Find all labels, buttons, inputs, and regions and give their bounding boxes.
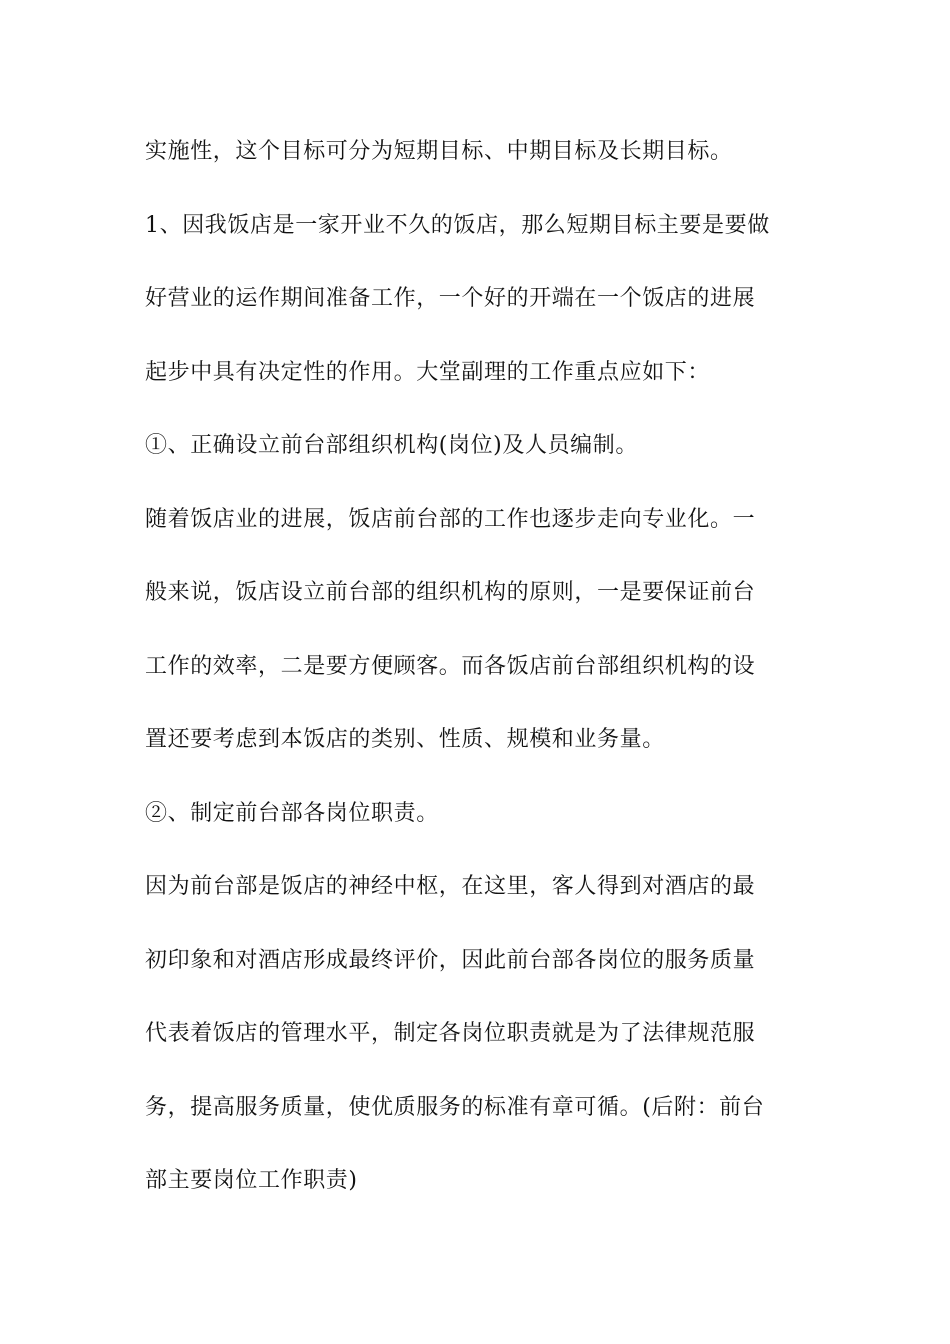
text-line-9: 置还要考虑到本饭店的类别、性质、规模和业务量。 [145, 727, 665, 752]
text-line-6: 随着饭店业的进展，饭店前台部的工作也逐步走向专业化。一 [145, 506, 756, 532]
text-line-4: 起步中具有决定性的作用。大堂副理的工作重点应如下： [145, 359, 711, 385]
text-line-8: 工作的效率，二是要方便顾客。而各饭店前台部组织机构的设 [145, 653, 756, 679]
text-line-7: 般来说，饭店设立前台部的组织机构的原则，一是要保证前台 [145, 580, 756, 605]
text-line-11: 因为前台部是饭店的神经中枢，在这里，客人得到对酒店的最 [145, 874, 756, 899]
text-line-13: 代表着饭店的管理水平，制定各岗位职责就是为了法律规范服 [145, 1021, 756, 1046]
text-line-14: 务，提高服务质量，使优质服务的标准有章可循。(后附：前台 [145, 1094, 765, 1120]
text-line-12: 初印象和对酒店形成最终评价，因此前台部各岗位的服务质量 [145, 947, 756, 973]
body-text [145, 130, 810, 1233]
text-line-15: 部主要岗位工作职责) [145, 1168, 358, 1193]
text-line-3: 好营业的运作期间准备工作，一个好的开端在一个饭店的进展 [145, 286, 756, 311]
text-line-2: 1、因我饭店是一家开业不久的饭店，那么短期目标主要是要做 [145, 212, 770, 238]
text-line-1: 实施性，这个目标可分为短期目标、中期目标及长期目标。 [145, 139, 733, 164]
text-line-10: ②、制定前台部各岗位职责。 [145, 800, 439, 826]
text-line-5: ①、正确设立前台部组织机构(岗位)及人员编制。 [145, 433, 638, 458]
